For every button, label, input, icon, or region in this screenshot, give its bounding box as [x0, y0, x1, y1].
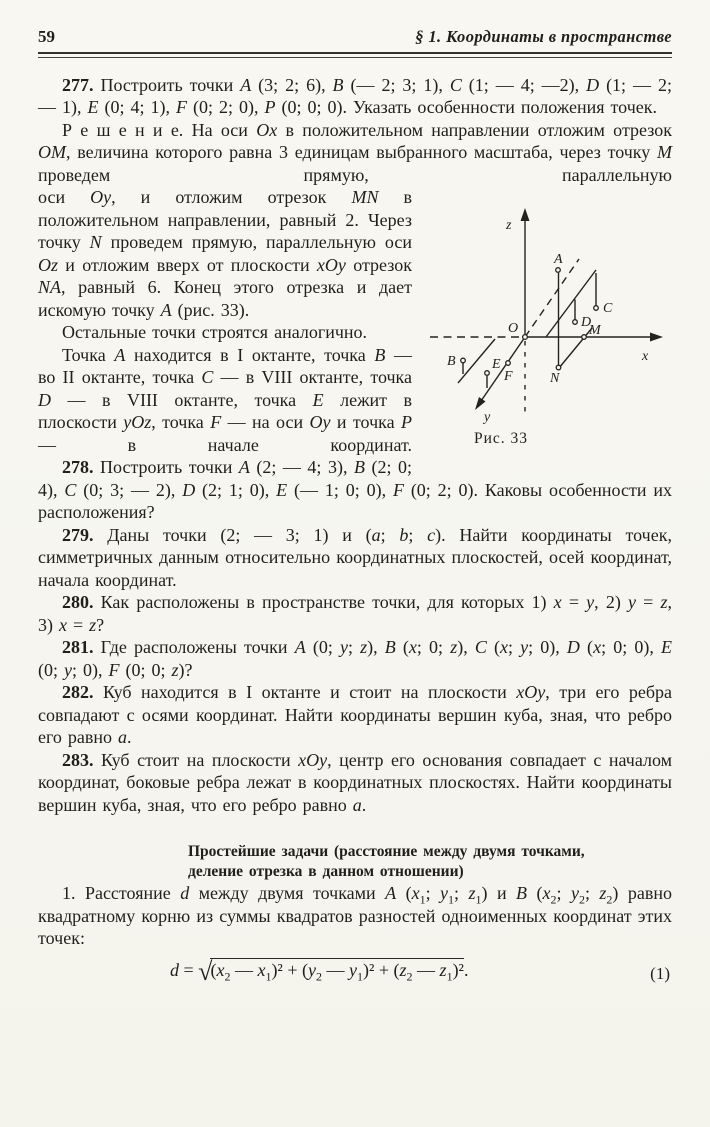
problem-280: 280. Как расположены в пространстве точки, для которых 1) x = y, 2) y = z, 3) x = z? — [38, 592, 673, 635]
distance-formula — [170, 956, 469, 986]
radical-sign: √ — [198, 956, 211, 986]
label-D: D — [581, 315, 592, 330]
point-E — [485, 371, 490, 376]
label-O: O — [508, 321, 519, 336]
formula-radicand: ($x_2$ — $x_1)^2 + (y_2$ — $y_1)^2 + (z_2$ — $z_1)^2$ — [210, 959, 464, 984]
equation-number: (1) — [650, 963, 670, 983]
label-N: N — [550, 371, 560, 386]
label-F: F — [504, 369, 513, 384]
solution-paragraph-2: оси Oy, и отложим отрезок MN в положительном направлении, равный 2. Через точку N проведем прямую, параллельную оси Oz и отложим вверх от плоскости xOy отрезок NA, равный 6. Конец этого отрезка и дает искомую точку A (рис. 33). — [38, 187, 413, 320]
page-header — [38, 26, 672, 49]
solution-paragraph-3: Остальные точки строятся аналогично. — [62, 322, 368, 342]
header-double-rule — [38, 52, 672, 58]
problem-281: 281. Где расположены точки A (0; y; z), B (x; 0; z), C (x; y; 0), D (x; 0; 0), E (0; y; 0), F (0; 0; z)? — [38, 637, 672, 680]
point-M — [582, 335, 587, 340]
label-y: y — [484, 410, 491, 424]
y-axis — [481, 337, 525, 401]
problem-279: 279. Даны точки (2; — 3; 1) и (a; b; c). Найти координаты точек, симметричных данным относительно координатных плоскостей, осей координат, начала координат. — [38, 524, 672, 590]
figure-33 — [424, 202, 672, 451]
problem-278: 278. Построить точки A (2; — 4; 3), B (2; 0; 4), C (0; 3; — 2), D (2; 1; 0), E (— 1; 0; 0), F (0; 2; 0). Каковы особенности их расположения? — [38, 457, 672, 522]
formula-lhs: d = — [170, 959, 199, 980]
origin-point — [523, 335, 528, 340]
label-A: A — [554, 252, 563, 267]
point-F — [506, 361, 511, 366]
formula-tail: . — [463, 959, 469, 980]
label-E: E — [492, 357, 501, 372]
solution-with-figure — [38, 186, 672, 456]
problem-277: 277. Построить точки A (3; 2; 6), B (— 2; 3; 1), C (1; — 4; —2), D (1; — 2; — 1), E (0; 4; 1), F (0; 2; 0), P (0; 0; 0). Указать особенности положения точек. — [38, 74, 672, 117]
point-A — [556, 268, 561, 273]
distance-intro-paragraph: 1. Расстояние d между двумя точками A ($x_1$; $y_1$; $z_1$) и B ($x_2$; $y_2$; $z_2$) равно квадратному корню из суммы квадратов разностей одноименных координат этих точек: — [38, 883, 672, 948]
y-arrowhead — [475, 397, 486, 410]
section-title: § 1. Координаты в пространстве — [415, 27, 672, 46]
label-x: x — [642, 349, 649, 364]
label-C: C — [603, 301, 613, 316]
page-number: 59 — [38, 27, 55, 46]
point-C — [594, 306, 599, 311]
problem-283: 283. Куб стоит на плоскости xOy, центр его основания совпадает с началом координат, боковые ребра лежат в координатных плоскостях. Найти координаты вершин куба, зная, что его ребро равно a. — [38, 749, 672, 815]
axes-diagram — [424, 202, 672, 424]
distance-formula-row — [38, 956, 672, 993]
z-arrowhead — [521, 208, 530, 221]
subheading-line-2: деление отрезка в данном отношении) — [188, 863, 464, 880]
point-N — [556, 365, 561, 370]
label-M: M — [589, 323, 601, 338]
solution-paragraph-4: Точка A находится в I октанте, точка B — во II октанте, точка C — в VIII октанте, точка D — в VIII октанте, точка E лежит в плоскости yOz, точка F — на оси Oy и точка P — в начале координат. — [38, 344, 412, 455]
label-B: B — [447, 354, 456, 369]
y-axis-negative-dashed — [525, 259, 579, 337]
solution-paragraph-1: Р е ш е н и е. На оси Ox в положительном направлении отложим отрезок OM, величина которого равна 3 единицам выбранного масштаба, через точку M проведем прямую, параллельную — [38, 119, 672, 185]
label-z: z — [506, 218, 512, 233]
problem-282: 282. Куб находится в I октанте и стоит на плоскости xOy, три его ребра совпадают с осями координат. Найти координаты вершин куба, зная, что ребро его равно a. — [38, 682, 672, 747]
subheading-line-1: Простейшие задачи (расстояние между двумя точками, — [188, 843, 585, 860]
point-B — [461, 358, 466, 363]
section-subheading — [188, 842, 672, 882]
figure-caption: Рис. 33 — [474, 430, 529, 447]
segment-MN — [559, 328, 592, 368]
point-D — [573, 320, 578, 325]
x-arrowhead — [650, 333, 663, 342]
main-text — [38, 74, 672, 993]
